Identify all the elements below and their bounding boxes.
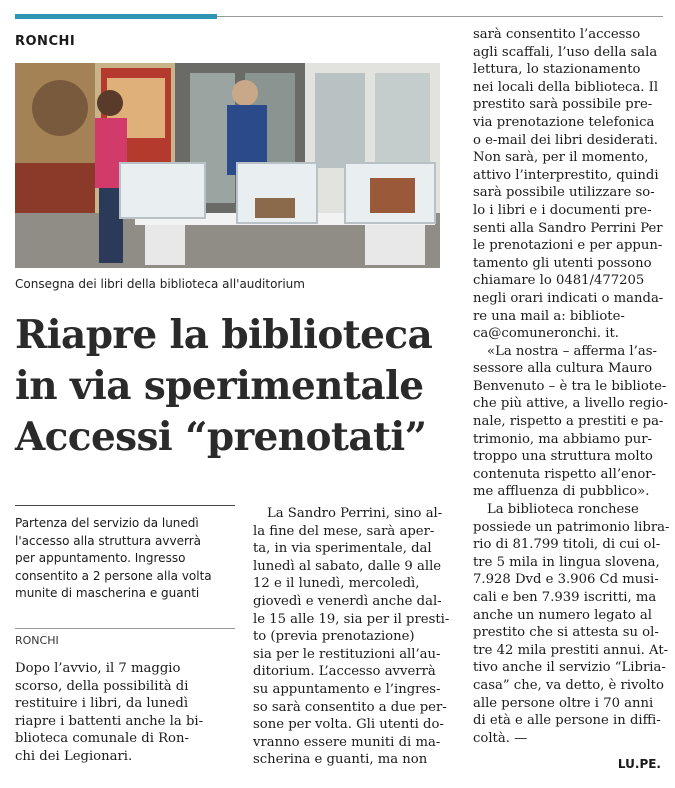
summary-line: Partenza del servizio da lunedì (15, 516, 199, 530)
byline: LU.PE. (617, 757, 661, 771)
text-line: sone per volta. Gli utenti do- (253, 717, 444, 733)
text-line: chiamare lo 0481/477205 (473, 273, 645, 289)
text-line: casa” che, va detto, è rivolto (473, 677, 664, 693)
text-line: le prenotazioni e per appun- (473, 238, 663, 254)
text-line: anche un numero legato al (473, 607, 652, 623)
text-line: ditorium. L’accesso avverrà (253, 664, 436, 680)
text-line: senti alla Sandro Perrini Per (473, 220, 663, 236)
text-line: 12 e il lunedì, mercoledì, (253, 576, 420, 592)
headline (15, 310, 445, 463)
text-line: scorso, della possibilità di (15, 678, 189, 694)
text-line: nale, rispetto a prestiti e pa- (473, 414, 664, 430)
text-line: lettura, lo stazionamento (473, 62, 641, 78)
text-line: Benvenuto – è tra le bibliote- (473, 378, 667, 394)
text-line: agli scaffali, l’uso della sala (473, 44, 658, 60)
text-line: di età e alle persone in diffi- (473, 713, 661, 729)
text-line: ta, in via sperimentale, dal (253, 541, 432, 557)
text-line: La Sandro Perrini, sino al- (267, 506, 443, 521)
text-line: tamento gli utenti possono (473, 255, 652, 271)
text-line: contenuta rispetto all’enor- (473, 466, 657, 482)
text-line: blioteca comunale di Ron- (15, 731, 189, 747)
text-line: giovedì e venerdì anche dal- (253, 593, 442, 609)
summary-rule (15, 505, 235, 506)
text-line: coltà. — (473, 730, 528, 746)
summary-line: consentito a 2 persone alla volta (15, 568, 212, 583)
text-line: me affluenza di pubblico». (473, 484, 650, 500)
text-line: lunedì al sabato, dalle 9 alle (253, 558, 442, 574)
body-column-2 (253, 505, 450, 769)
body-column-3 (473, 26, 670, 747)
text-line: troppo una struttura molto (473, 449, 653, 465)
text-line: sarà consentito l’accesso (473, 27, 641, 42)
text-line: Non sarà, per il momento, (473, 150, 649, 166)
text-line: lo i libri e i documenti pre- (473, 202, 652, 218)
text-line: alle persone oltre i 70 anni (473, 695, 654, 711)
headline-line: in via sperimentale (15, 363, 424, 409)
text-line: la fine del mese, sarà aper- (253, 523, 435, 539)
text-line: su appuntamento e l’ingres- (253, 681, 441, 697)
text-line: tre 5 mila in lingua slovena, (473, 554, 660, 570)
text-line: chi dei Legionari. (15, 748, 133, 764)
dateline: RONCHI (15, 634, 59, 647)
text-line: restituire i libri, da lunedì (15, 696, 189, 712)
section-label: RONCHI (15, 34, 76, 49)
summary (15, 515, 237, 603)
headline-line: Accessi “prenotati” (15, 414, 427, 460)
text-line: rio di 81.799 titoli, di cui ol- (473, 537, 661, 553)
body-column-1 (15, 660, 237, 766)
text-line: re una mail a: bibliote- (473, 308, 625, 324)
text-line: o e-mail dei libri desiderati. (473, 132, 658, 148)
summary-line: l'accesso alla struttura avverrà (15, 533, 201, 548)
text-line: 7.928 Dvd e 3.906 Cd musi- (473, 572, 659, 588)
text-line: sia per le restituzioni all’au- (253, 646, 441, 662)
text-line: prestito che si attesta su ol- (473, 625, 659, 641)
dateline-rule (15, 628, 235, 629)
text-line: La biblioteca ronchese (487, 502, 639, 518)
text-line: possiede un patrimonio libra- (473, 519, 670, 535)
text-line: negli orari indicati o manda- (473, 290, 664, 306)
text-line: trimonio, ma abbiamo pur- (473, 431, 653, 447)
text-line: sarà possibile utilizzare so- (473, 185, 655, 201)
text-line: nei locali della biblioteca. Il (473, 79, 659, 95)
text-line: le 15 alle 19, sia per il presti- (253, 611, 450, 627)
text-line: Dopo l’avvio, il 7 maggio (15, 661, 181, 676)
text-line: to (previa prenotazione) (253, 629, 415, 645)
top-rule (217, 16, 663, 17)
crate-1 (120, 163, 205, 218)
text-line: ca@comuneronchi. it. (473, 326, 619, 342)
library-photo (15, 63, 440, 268)
summary-line: munite di mascherina e guanti (15, 586, 200, 600)
text-line: cali e ben 7.939 iscritti, ma (473, 590, 657, 605)
text-line: prestito sarà possibile pre- (473, 97, 653, 113)
text-line: che più attive, a livello regio- (473, 396, 669, 412)
text-line: tivo anche il servizio “Libria- (473, 660, 666, 676)
text-line: sessore alla cultura Mauro (473, 361, 653, 377)
text-line: scherina e guanti, ma non (253, 752, 428, 768)
section-accent-bar (15, 14, 217, 19)
photo-caption: Consegna dei libri della biblioteca all'auditorium (15, 277, 305, 291)
text-line: «La nostra – afferma l’as- (487, 343, 657, 359)
headline-line: Riapre la biblioteca (15, 312, 433, 358)
text-line: via prenotazione telefonica (473, 114, 655, 130)
text-line: tre 42 mila prestiti annui. At- (473, 642, 669, 658)
text-line: attivo l’interprestito, quindi (473, 167, 659, 183)
text-line: so sarà consentito a due per- (253, 699, 447, 715)
text-line: vranno essere muniti di ma- (253, 734, 441, 750)
text-line: riapre i battenti anche la bi- (15, 713, 204, 729)
summary-line: per appuntamento. Ingresso (15, 551, 186, 565)
